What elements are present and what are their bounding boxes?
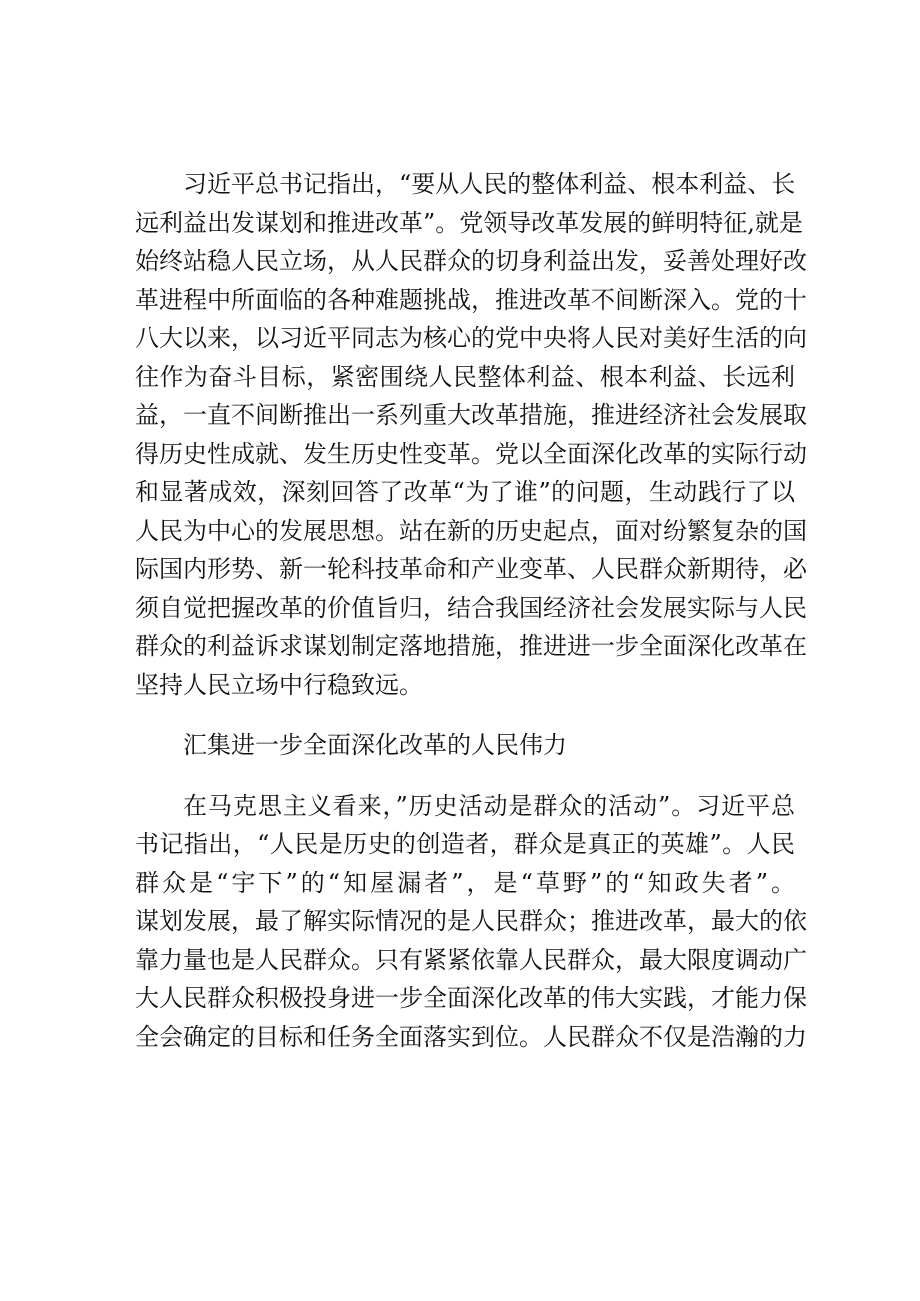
paragraph-spacer xyxy=(135,704,795,726)
paragraph-line: 书记指出，“人民是历史的创造者，群众是真正的英雄”。人民 xyxy=(135,830,795,858)
paragraph-line: 得历史性成就、发生历史性变革。党以全面深化改革的实际行动 xyxy=(135,439,807,468)
paragraph-line: 谋划发展，最了解实际情况的是人民群众；推进改革，最大的依 xyxy=(135,907,807,935)
paragraph-line: 益，一直不间断推出一系列重大改革措施，推进经济社会发展取 xyxy=(135,401,807,429)
paragraph-line: 始终站稳人民立场，从人民群众的切身利益出发，妥善处理好改 xyxy=(135,247,807,275)
paragraph-line: 在马克思主义看来，”历史活动是群众的活动”。习近平总 xyxy=(183,791,795,820)
paragraph-line: 群众的利益诉求谋划制定落地措施，推进进一步全面深化改革在 xyxy=(135,632,807,660)
paragraph-line: 靠力量也是人民群众。只有紧紧依靠人民群众，最大限度调动广 xyxy=(135,945,807,974)
paragraph-line: 远利益出发谋划和推进改革”。党领导改革发展的鲜明特征,就是 xyxy=(135,208,803,237)
paragraph-line: 八大以来，以习近平同志为核心的党中央将人民对美好生活的向 xyxy=(135,324,807,352)
paragraph-line: 际国内形势、新一轮科技革命和产业变革、人民群众新期待，必 xyxy=(135,555,807,583)
paragraph-line: 大人民群众积极投身进一步全面深化改革的伟大实践，才能力保 xyxy=(135,984,807,1012)
paragraph-2 xyxy=(135,787,807,1057)
paragraph-line: 和显著成效，深刻回答了改革“为了谁”的问题，生动践行了以 xyxy=(135,478,795,506)
paragraph-line: 人民为中心的发展思想。站在新的历史起点，面对纷繁复杂的国 xyxy=(135,516,807,545)
paragraph-line: 须自觉把握改革的价值旨归，结合我国经济社会发展实际与人民 xyxy=(135,593,807,622)
section-heading: 汇集进一步全面深化改革的人民伟力 xyxy=(183,731,567,759)
paragraph-line: 群众是“宇下”的“知屋漏者”，是“草野”的“知政失者”。 xyxy=(135,868,795,897)
paragraph-line: 全会确定的目标和任务全面落实到位。人民群众不仅是浩瀚的力 xyxy=(135,1022,807,1051)
paragraph-1 xyxy=(135,165,807,704)
paragraph-spacer xyxy=(135,765,795,787)
paragraph-line: 革进程中所面临的各种难题挑战，推进改革不间断深入。党的十 xyxy=(135,285,807,314)
paragraph-line: 往作为奋斗目标，紧密围绕人民整体利益、根本利益、长远利 xyxy=(135,362,795,391)
paragraph-line: 习近平总书记指出，“要从人民的整体利益、根本利益、长 xyxy=(183,170,796,198)
paragraph-line: 坚持人民立场中行稳致远。 xyxy=(135,670,423,699)
document-body xyxy=(135,165,807,1056)
